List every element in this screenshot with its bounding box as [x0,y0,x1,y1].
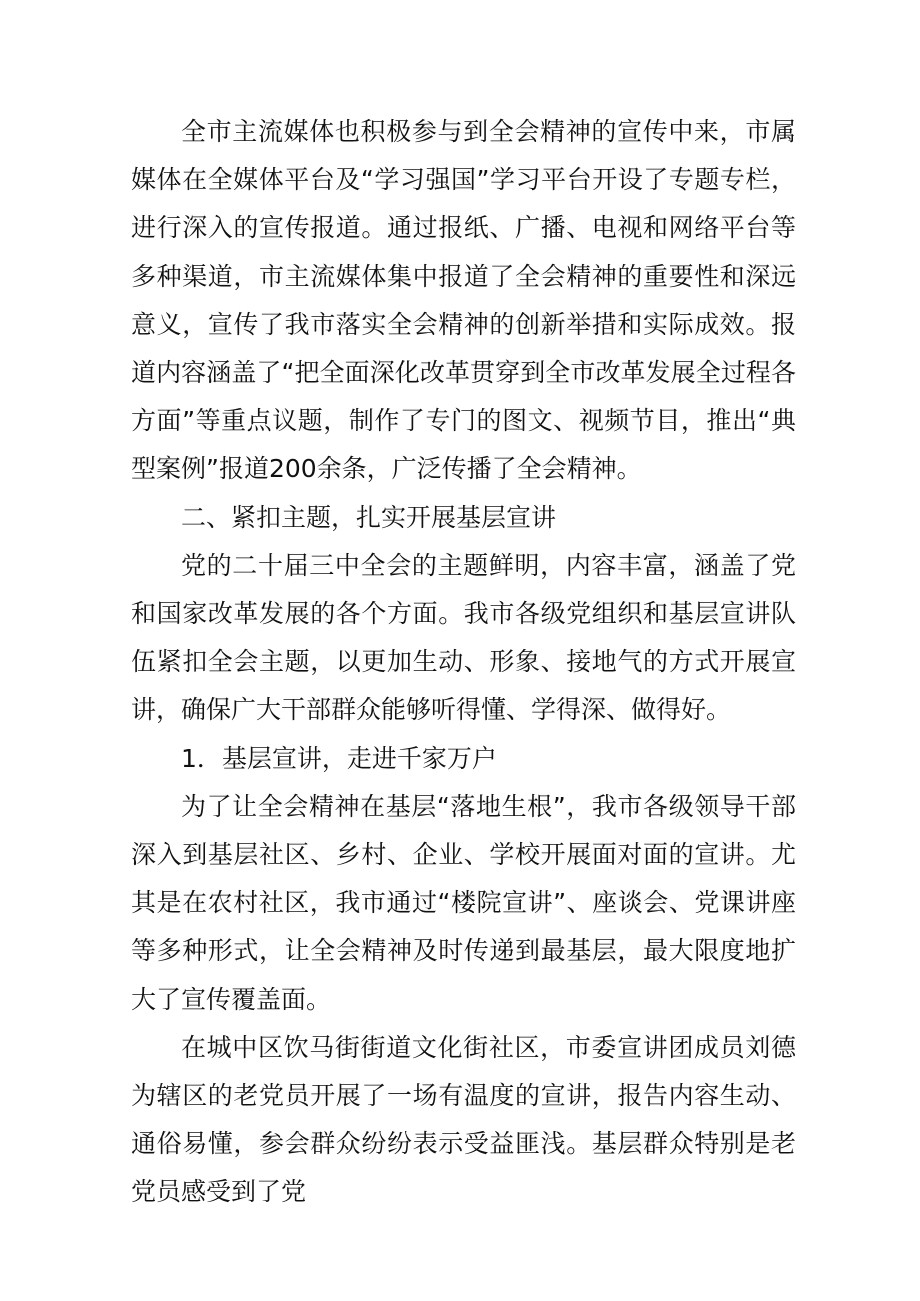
paragraph-media-coverage: 全市主流媒体也积极参与到全会精神的宣传中来，市属媒体在全媒体平台及“学习强国”学习平台开设了专题专栏，进行深入的宣传报道。通过报纸、广播、电视和网络平台等多种渠道，市主流媒体集中报道了全会精神的重要性和深远意义，宣传了我市落实全会精神的创新举措和实际成效。报道内容涵盖了“把全面深化改革贯穿到全市改革发展全过程各方面”等重点议题，制作了专门的图文、视频节目，推出“典型案例”报道200余条，广泛传播了全会精神。 [131,117,796,484]
paragraph-theme: 党的二十届三中全会的主题鲜明，内容丰富，涵盖了党和国家改革发展的各个方面。我市各级党组织和基层宣讲队伍紧扣全会主题，以更加生动、形象、接地气的方式开展宣讲，确保广大干部群众能够听得懂、学得深、做得好。 [131,550,796,725]
section-heading: 二、紧扣主题，扎实开展基层宣讲 [181,502,557,532]
paragraph-grassroots: 为了让全会精神在基层“落地生根”，我市各级领导干部深入到基层社区、乡村、企业、学校开展面对面的宣讲。尤其是在农村社区，我市通过“楼院宣讲”、座谈会、党课讲座等多种形式，让全会精神及时传递到最基层，最大限度地扩大了宣传覆盖面。 [131,791,796,1014]
document-body [131,108,796,1217]
paragraph-community-lecture: 在城中区饮马街街道文化街社区，市委宣讲团成员刘德为辖区的老党员开展了一场有温度的宣讲，报告内容生动、通俗易懂，参会群众纷纷表示受益匪浅。基层群众特别是老党员感受到了党 [131,1032,796,1207]
sub-heading-grassroots: 1．基层宣讲，走进千家万户 [181,743,497,773]
